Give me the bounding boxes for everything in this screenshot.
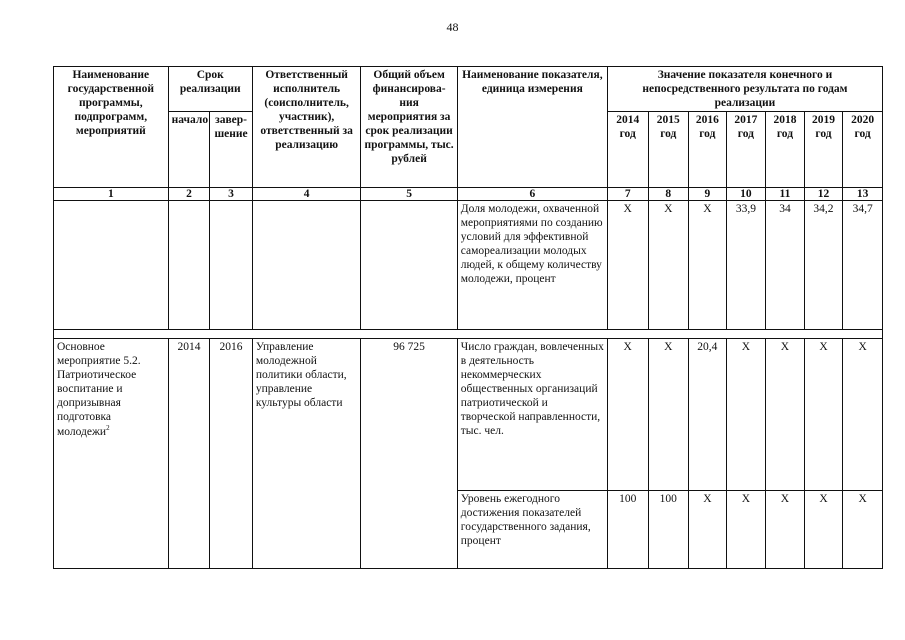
header-values: Значение показателя конечного и непосредственного результата по годам реализации: [607, 67, 882, 112]
start-year-cell: 2014: [168, 339, 210, 569]
program-table: [53, 66, 883, 569]
value-cell: Х: [843, 339, 883, 491]
activity-name: Основное мероприятие 5.2. Патриотическое воспитание и допризывная подготовка молодежи: [57, 341, 141, 438]
value-cell: Х: [689, 491, 727, 569]
header-name: Наименование государственной программы, подпрограмм, мероприятий: [54, 67, 169, 188]
column-number: 11: [766, 188, 805, 201]
value-cell: 34,2: [804, 201, 843, 330]
header-term: Срок реализации: [168, 67, 252, 112]
value-cell: Х: [766, 339, 805, 491]
end-year-cell: 2016: [210, 339, 253, 569]
column-number: 7: [607, 188, 648, 201]
footnote-mark: 2: [106, 424, 110, 433]
value-cell: 33,9: [726, 201, 766, 330]
column-number: 4: [252, 188, 361, 201]
value-cell: Х: [607, 339, 648, 491]
value-cell: 34,7: [843, 201, 883, 330]
activity-name-cell: [54, 339, 169, 569]
table-row: [54, 201, 883, 330]
column-number: 10: [726, 188, 766, 201]
value-cell: Х: [726, 339, 766, 491]
value-cell: 100: [607, 491, 648, 569]
volume-cell: 96 725: [361, 339, 457, 569]
value-cell: 100: [648, 491, 689, 569]
value-cell: Х: [804, 491, 843, 569]
header-executor: Ответственный исполнитель (соисполнитель, участник), ответственный за реализацию: [252, 67, 361, 188]
header-year: 2020 год: [843, 112, 883, 188]
column-number: 8: [648, 188, 689, 201]
column-numbers-row: [54, 188, 883, 201]
column-number: 3: [210, 188, 253, 201]
executor-cell: Управление молодежной политики области, управление культуры области: [252, 339, 361, 569]
value-cell: Х: [689, 201, 727, 330]
header-year: 2019 год: [804, 112, 843, 188]
value-cell: Х: [648, 201, 689, 330]
indicator-cell: Число граждан, вовлеченных в деятельность некоммерческих общественных организаций патриотической и творческой направленности, тыс. чел.: [457, 339, 607, 491]
header-end: завер-шение: [210, 112, 253, 188]
column-number: 9: [689, 188, 727, 201]
column-number: 6: [457, 188, 607, 201]
column-number: 5: [361, 188, 457, 201]
header-volume: Общий объем финансирова-ния мероприятия за срок реализации программы, тыс. рублей: [361, 67, 457, 188]
header-year: 2018 год: [766, 112, 805, 188]
indicator-cell: Доля молодежи, охваченной мероприятиями по созданию условий для эффективной самореализации молодых людей, к общему количеству молодежи, процент: [457, 201, 607, 330]
column-number: 12: [804, 188, 843, 201]
value-cell: Х: [648, 339, 689, 491]
header-year: 2014 год: [607, 112, 648, 188]
table-row: [54, 339, 883, 491]
column-number: 13: [843, 188, 883, 201]
value-cell: 34: [766, 201, 805, 330]
header-start: начало: [168, 112, 210, 188]
indicator-cell: Уровень ежегодного достижения показателей государственного задания, процент: [457, 491, 607, 569]
header-year: 2015 год: [648, 112, 689, 188]
value-cell: Х: [766, 491, 805, 569]
page-number: 48: [446, 20, 459, 34]
column-number: 2: [168, 188, 210, 201]
value-cell: Х: [843, 491, 883, 569]
header-indicator: Наименование показателя, единица измерения: [457, 67, 607, 188]
header-year: 2017 год: [726, 112, 766, 188]
value-cell: Х: [726, 491, 766, 569]
column-number: 1: [54, 188, 169, 201]
header-year: 2016 год: [689, 112, 727, 188]
value-cell: Х: [804, 339, 843, 491]
value-cell: Х: [607, 201, 648, 330]
value-cell: 20,4: [689, 339, 727, 491]
